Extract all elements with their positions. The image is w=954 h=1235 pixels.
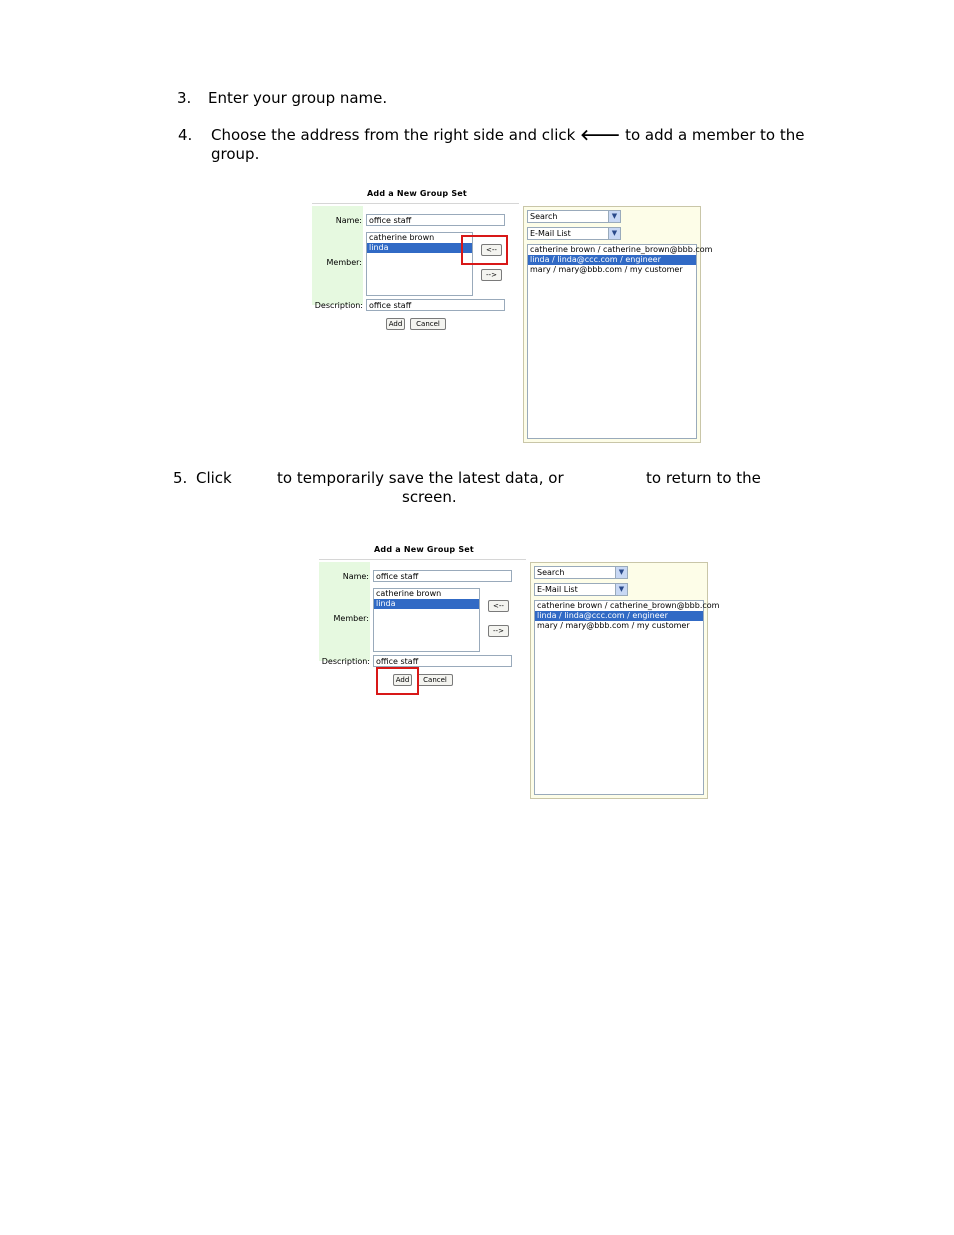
address-list[interactable] (534, 600, 720, 795)
address-entry-selected[interactable]: linda / linda@ccc.com / engineer (528, 255, 696, 265)
name-input[interactable]: office staff (366, 214, 505, 226)
chevron-down-icon: ▼ (615, 584, 627, 595)
description-label: Description: (321, 657, 370, 666)
step-5-click-word: Click (196, 469, 232, 487)
search-select-value: Search (537, 568, 565, 577)
form-title: Add a New Group Set (374, 545, 474, 554)
step-5 (173, 469, 813, 506)
list-select[interactable] (534, 583, 628, 596)
step-5-text-a: to temporarily save the latest data, or (277, 469, 564, 487)
step-3 (177, 89, 388, 108)
step-5-text-c: screen. (402, 488, 457, 506)
member-label: Member: (333, 614, 369, 623)
title-divider (312, 203, 519, 204)
address-entry[interactable]: mary / mary@bbb.com / my customer (530, 265, 683, 274)
step-4-text-b: to add a member to the (625, 126, 805, 144)
step-4-text-a: Choose the address from the right side and click (211, 126, 576, 144)
description-label: Description: (314, 301, 363, 310)
member-option[interactable]: catherine brown (369, 233, 435, 242)
chevron-down-icon: ▼ (615, 567, 627, 578)
member-list[interactable] (366, 232, 473, 296)
search-select[interactable] (527, 210, 621, 223)
address-panel (530, 562, 720, 799)
name-label: Name: (335, 216, 362, 225)
cancel-button[interactable]: Cancel (410, 318, 446, 330)
chevron-down-icon: ▼ (608, 211, 620, 222)
name-input[interactable]: office staff (373, 570, 512, 582)
chevron-down-icon: ▼ (608, 228, 620, 239)
address-list[interactable] (527, 244, 713, 439)
add-button[interactable]: Add (386, 318, 405, 330)
description-input[interactable]: office staff (373, 655, 512, 667)
search-select-value: Search (530, 212, 558, 221)
list-select[interactable] (527, 227, 621, 240)
group-form-screenshot-2 (319, 545, 719, 805)
address-entry-selected[interactable]: linda / linda@ccc.com / engineer (535, 611, 703, 621)
step-5-number: 5. (173, 469, 188, 487)
address-entry[interactable]: catherine brown / catherine_brown@bbb.com (537, 601, 720, 610)
member-label: Member: (326, 258, 362, 267)
highlight-add-member (461, 235, 508, 265)
add-button[interactable]: Add (393, 674, 412, 686)
title-divider (319, 559, 526, 560)
list-select-value: E-Mail List (537, 585, 578, 594)
list-select-value: E-Mail List (530, 229, 571, 238)
search-select[interactable] (534, 566, 628, 579)
left-arrow-icon: 🡐 (580, 126, 621, 144)
member-option[interactable]: catherine brown (376, 589, 442, 598)
step-3-number: 3. (177, 89, 192, 107)
address-entry[interactable]: catherine brown / catherine_brown@bbb.com (530, 245, 713, 254)
step-3-text: Enter your group name. (208, 89, 388, 107)
remove-member-button[interactable]: --> (481, 269, 502, 281)
step-4-number: 4. (178, 126, 193, 144)
step-4 (178, 126, 818, 163)
description-input[interactable]: office staff (366, 299, 505, 311)
member-list[interactable] (373, 588, 480, 652)
member-option-selected[interactable]: linda (367, 243, 472, 253)
step-4-text-c: group. (211, 145, 260, 163)
add-member-button[interactable]: <-- (481, 244, 502, 256)
add-member-button[interactable]: <-- (488, 600, 509, 612)
step-5-text-b: to return to the (646, 469, 761, 487)
highlight-add-button (376, 667, 419, 695)
remove-member-button[interactable]: --> (488, 625, 509, 637)
name-label: Name: (342, 572, 369, 581)
cancel-button[interactable]: Cancel (417, 674, 453, 686)
form-title: Add a New Group Set (367, 189, 467, 198)
address-entry[interactable]: mary / mary@bbb.com / my customer (537, 621, 690, 630)
group-form-screenshot-1 (312, 189, 712, 449)
address-panel (523, 206, 713, 443)
member-option-selected[interactable]: linda (374, 599, 479, 609)
